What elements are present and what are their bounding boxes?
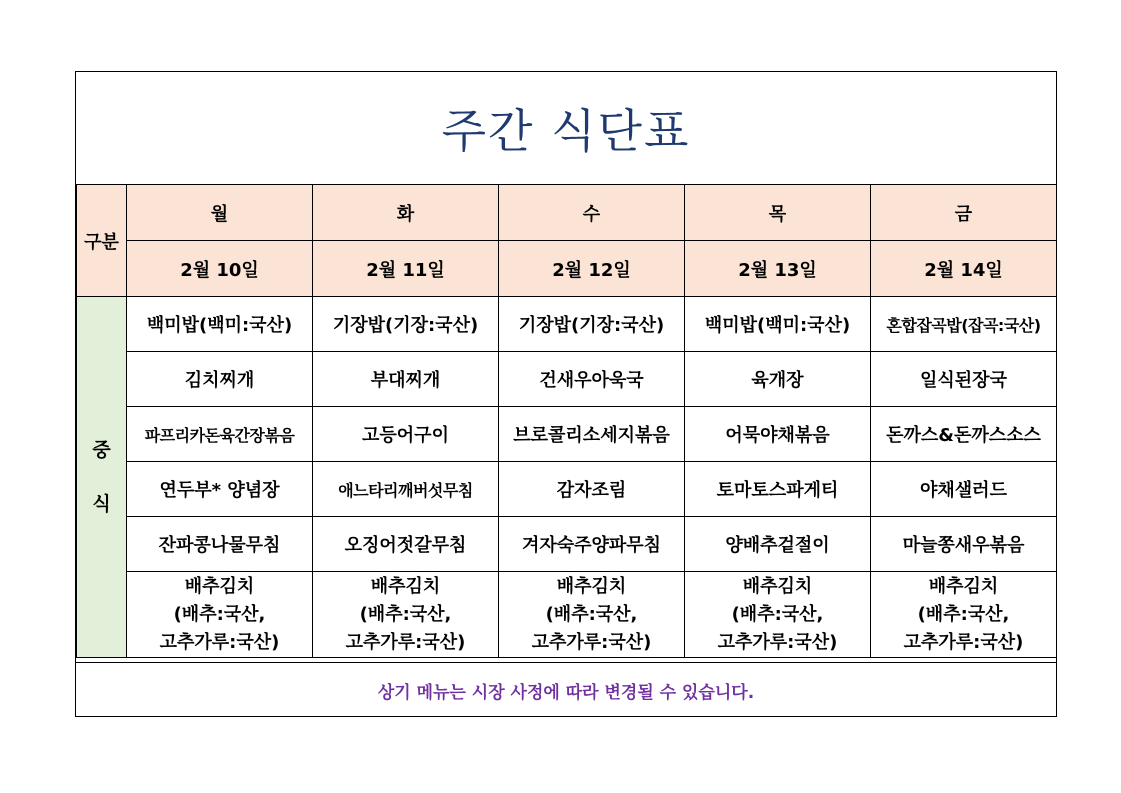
day-header: 금 bbox=[871, 185, 1057, 241]
day-header: 화 bbox=[313, 185, 499, 241]
kimchi-cell bbox=[313, 572, 499, 658]
menu-cell: 기장밥(기장:국산) bbox=[499, 297, 685, 352]
menu-sheet bbox=[75, 71, 1057, 717]
date-header-row bbox=[77, 241, 1057, 297]
category-label: 구분 bbox=[77, 185, 127, 297]
menu-cell: 애느타리깨버섯무침 bbox=[313, 462, 499, 517]
kimchi-name: 배추김치 bbox=[370, 575, 441, 597]
kimchi-name: 배추김치 bbox=[928, 575, 999, 597]
menu-cell: 백미밥(백미:국산) bbox=[685, 297, 871, 352]
meal-label-char: 중 bbox=[92, 439, 111, 461]
date-header: 2월 10일 bbox=[127, 241, 313, 297]
menu-cell: 육개장 bbox=[685, 352, 871, 407]
menu-row bbox=[77, 297, 1057, 352]
menu-cell: 일식된장국 bbox=[871, 352, 1057, 407]
kimchi-row bbox=[77, 572, 1057, 658]
menu-cell: 파프리카돈육간장볶음 bbox=[127, 407, 313, 462]
kimchi-origin: 고추가루:국산) bbox=[717, 631, 838, 653]
day-header-row bbox=[77, 185, 1057, 241]
menu-cell: 겨자숙주양파무침 bbox=[499, 517, 685, 572]
menu-cell: 감자조림 bbox=[499, 462, 685, 517]
menu-cell: 오징어젓갈무침 bbox=[313, 517, 499, 572]
menu-cell: 백미밥(백미:국산) bbox=[127, 297, 313, 352]
menu-cell: 기장밥(기장:국산) bbox=[313, 297, 499, 352]
kimchi-origin: (배추:국산, bbox=[545, 603, 638, 625]
meal-label bbox=[77, 297, 127, 658]
page-title: 주간 식단표 bbox=[441, 104, 691, 158]
footer-note-row bbox=[76, 662, 1056, 717]
menu-cell: 건새우아욱국 bbox=[499, 352, 685, 407]
date-header: 2월 14일 bbox=[871, 241, 1057, 297]
menu-row bbox=[77, 462, 1057, 517]
kimchi-origin: (배추:국산, bbox=[173, 603, 266, 625]
kimchi-name: 배추김치 bbox=[742, 575, 813, 597]
menu-cell: 양배추겉절이 bbox=[685, 517, 871, 572]
kimchi-name: 배추김치 bbox=[184, 575, 255, 597]
kimchi-origin: (배추:국산, bbox=[731, 603, 824, 625]
menu-cell: 돈까스&돈까스소스 bbox=[871, 407, 1057, 462]
menu-row bbox=[77, 517, 1057, 572]
date-header: 2월 11일 bbox=[313, 241, 499, 297]
kimchi-name: 배추김치 bbox=[556, 575, 627, 597]
menu-table bbox=[76, 184, 1057, 658]
menu-cell: 잔파콩나물무침 bbox=[127, 517, 313, 572]
date-header: 2월 12일 bbox=[499, 241, 685, 297]
menu-row bbox=[77, 352, 1057, 407]
kimchi-cell bbox=[499, 572, 685, 658]
kimchi-origin: (배추:국산, bbox=[359, 603, 452, 625]
menu-cell: 부대찌개 bbox=[313, 352, 499, 407]
menu-cell: 혼합잡곡밥(잡곡:국산) bbox=[871, 297, 1057, 352]
menu-cell: 김치찌개 bbox=[127, 352, 313, 407]
menu-cell: 토마토스파게티 bbox=[685, 462, 871, 517]
title-row bbox=[76, 72, 1056, 184]
meal-label-char: 식 bbox=[92, 493, 111, 515]
kimchi-origin: 고추가루:국산) bbox=[903, 631, 1024, 653]
kimchi-cell bbox=[871, 572, 1057, 658]
kimchi-cell bbox=[685, 572, 871, 658]
menu-cell: 브로콜리소세지볶음 bbox=[499, 407, 685, 462]
day-header: 월 bbox=[127, 185, 313, 241]
menu-cell: 연두부* 양념장 bbox=[127, 462, 313, 517]
menu-cell: 마늘쫑새우볶음 bbox=[871, 517, 1057, 572]
date-header: 2월 13일 bbox=[685, 241, 871, 297]
menu-cell: 야채샐러드 bbox=[871, 462, 1057, 517]
kimchi-origin: (배추:국산, bbox=[917, 603, 1010, 625]
kimchi-origin: 고추가루:국산) bbox=[531, 631, 652, 653]
footer-note: 상기 메뉴는 시장 사정에 따라 변경될 수 있습니다. bbox=[377, 682, 755, 703]
menu-cell: 고등어구이 bbox=[313, 407, 499, 462]
kimchi-cell bbox=[127, 572, 313, 658]
day-header: 수 bbox=[499, 185, 685, 241]
kimchi-origin: 고추가루:국산) bbox=[345, 631, 466, 653]
kimchi-origin: 고추가루:국산) bbox=[159, 631, 280, 653]
menu-row bbox=[77, 407, 1057, 462]
menu-cell: 어묵야채볶음 bbox=[685, 407, 871, 462]
day-header: 목 bbox=[685, 185, 871, 241]
